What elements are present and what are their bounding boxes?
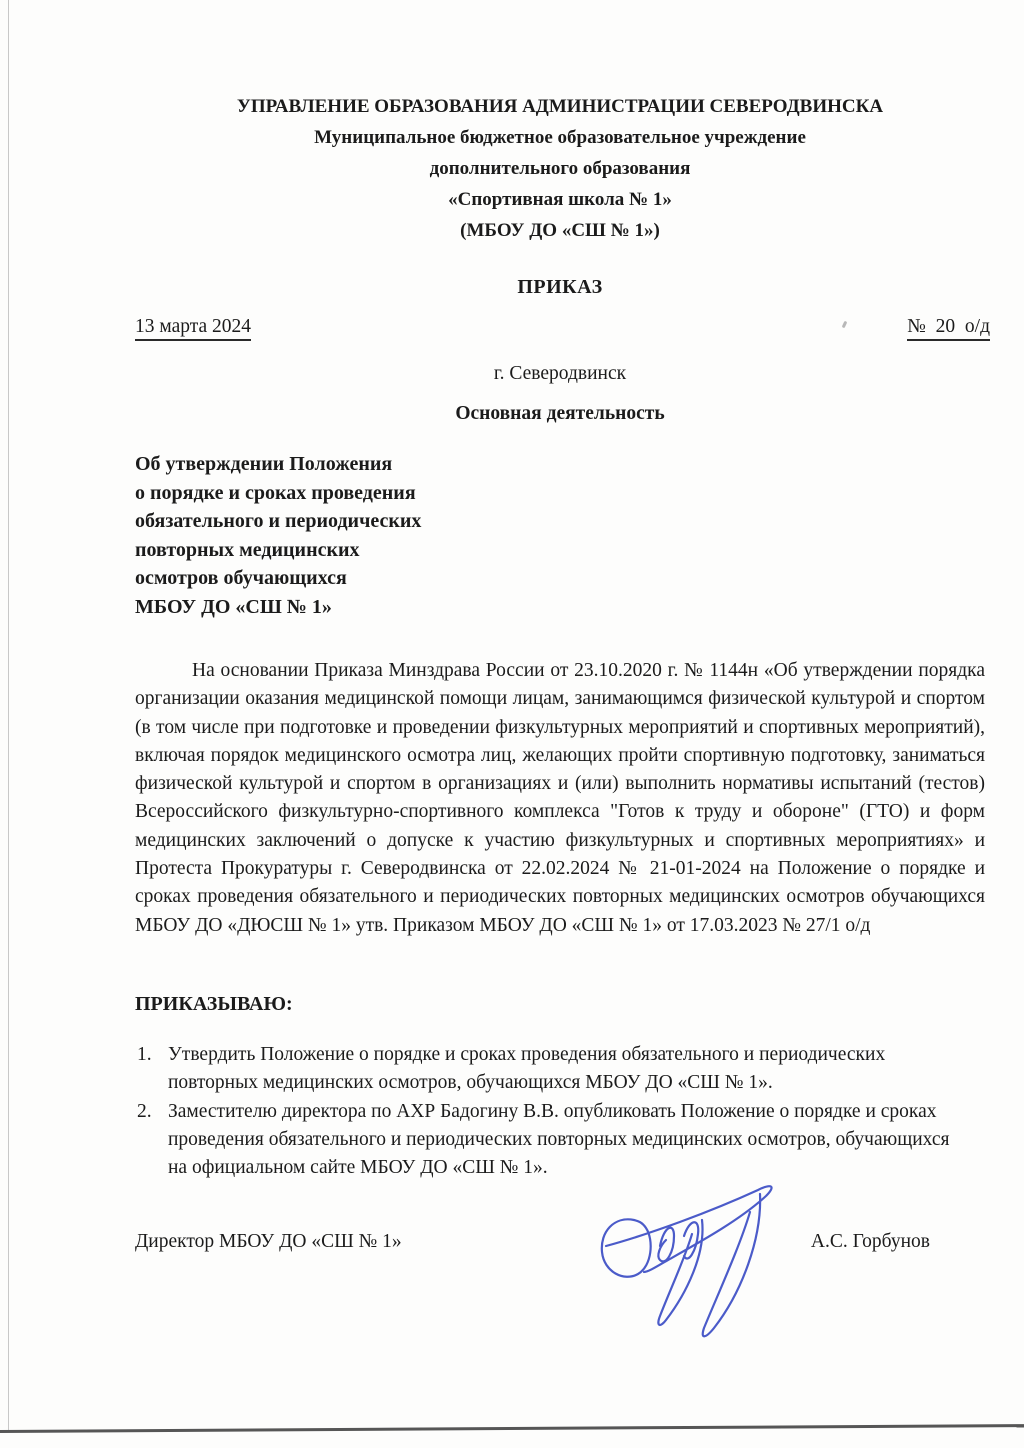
subject-line: о порядке и сроках проведения — [135, 481, 416, 504]
activity-category: Основная деятельность — [455, 403, 665, 424]
org-name-line: «Спортивная школа № 1» — [448, 189, 672, 210]
order-date: 13 марта 2024 — [135, 316, 251, 341]
page-bottom-edge-line — [0, 1424, 1024, 1433]
order-item-number: 2. — [137, 1100, 152, 1122]
document-title: ПРИКАЗ — [517, 276, 603, 298]
subject-line: МБОУ ДО «СШ № 1» — [135, 595, 332, 618]
subject-line: обязательного и периодических — [135, 510, 422, 533]
subject-line: Об утверждении Положения — [135, 453, 393, 475]
subject-line: повторных медицинских — [135, 538, 360, 561]
signature-row — [135, 1231, 930, 1253]
order-item — [137, 1098, 952, 1183]
order-item-text: Утвердить Положение о порядке и сроках проведения обязательного и периодических повторных медицинских осмотров, обучающихся МБОУ ДО «СШ № 1». — [168, 1044, 886, 1094]
order-item-text: Заместителю директора по АХР Бадогину В.В. опубликовать Положение о порядке и сроках проведения обязательного и периодических повторных медицинских осмотров, обучающихся на официальном сайте МБОУ ДО «СШ № 1». — [168, 1100, 950, 1179]
city-label: г. Северодвинск — [493, 363, 627, 384]
order-subject — [135, 450, 495, 622]
signer-position-label: Директор МБОУ ДО «СШ № 1» — [135, 1231, 402, 1252]
order-item — [137, 1041, 952, 1098]
org-name-line: (МБОУ ДО «СШ № 1») — [460, 220, 660, 241]
signer-name: А.С. Горбунов — [810, 1231, 930, 1252]
subject-line: осмотров обучающихся — [135, 567, 347, 590]
org-name-line: УПРАВЛЕНИЕ ОБРАЗОВАНИЯ АДМИНИСТРАЦИИ СЕВЕРОДВИНСКА — [236, 96, 884, 117]
handwritten-signature-icon — [590, 1168, 790, 1353]
org-name-line: дополнительного образования — [429, 158, 691, 179]
order-number: № 20 о/д — [907, 316, 990, 341]
order-basis-paragraph: На основании Приказа Минздрава России от 23.10.2020 г. № 1144н «Об утверждении порядка организации оказания медицинской помощи лицам, занимающимся физической культурой и спортом (в том числе при подготовке и проведении физкультурных мероприятий и спортивных мероприятий), включая порядок медицинского осмотра лиц, желающих пройти спортивную подготовку, заниматься физической культурой и спортом в организациях и (или) выполнить нормативы испытаний (тестов) Всероссийского физкультурно-спортивного комплекса "Готов к труду и обороне" (ГТО) и форм медицинских заключений о допуске к участию физкультурных и спортивных мероприятиях» и Протеста Прокуратуры г. Северодвинска от 22.02.2024 № 21-01-2024 на Положение о порядке и сроках проведения обязательного и периодических повторных медицинских осмотров обучающихся МБОУ ДО «ДЮСШ № 1» утв. Приказом МБОУ ДО «СШ № 1» от 17.03.2023 № 27/1 о/д — [135, 660, 985, 936]
order-items-list — [137, 1041, 952, 1182]
org-name-line: Муниципальное бюджетное образовательное учреждение — [314, 127, 806, 148]
organization-header — [135, 91, 985, 246]
page-left-edge-line — [8, 0, 9, 1432]
date-number-row — [135, 316, 990, 341]
order-item-number: 1. — [137, 1044, 152, 1065]
decree-word: ПРИКАЗЫВАЮ: — [135, 993, 293, 1015]
